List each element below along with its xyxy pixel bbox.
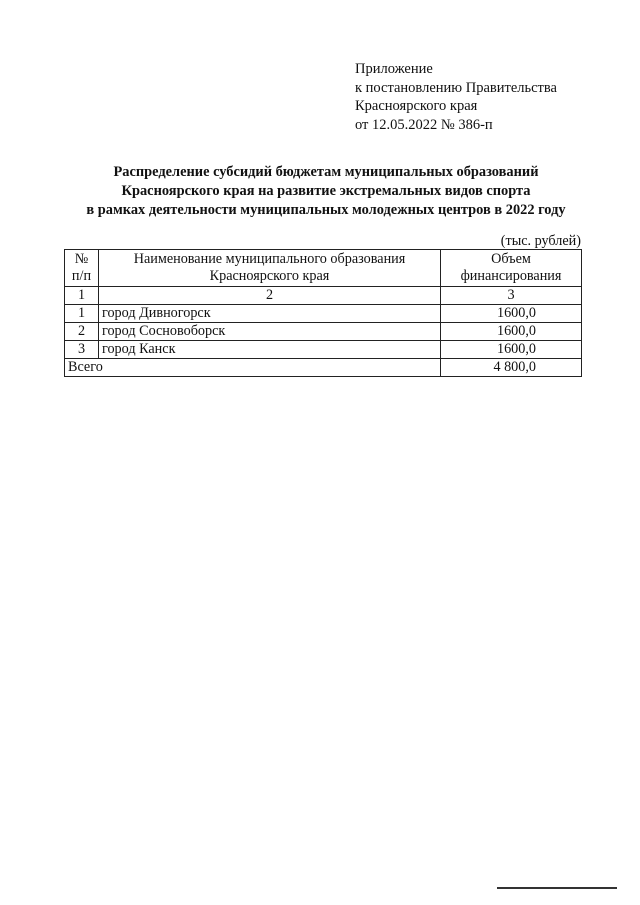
row-number: 2	[65, 323, 99, 341]
row-number: 3	[65, 341, 99, 359]
appendix-line: Приложение	[355, 61, 433, 77]
table-index-row	[65, 287, 582, 305]
document-title	[40, 163, 612, 220]
footer-rule	[497, 887, 617, 889]
header-municipality: Наименование муниципального образования Красноярского края	[99, 250, 441, 287]
table-header-row	[65, 250, 582, 287]
title-line: в рамках деятельности муниципальных молодежных центров в 2022 году	[86, 202, 566, 218]
total-amount: 4 800,0	[441, 359, 582, 377]
title-line: Распределение субсидий бюджетам муниципальных образований	[113, 164, 539, 180]
row-amount: 1600,0	[441, 323, 582, 341]
row-municipality: город Сосновоборск	[99, 323, 441, 341]
header-amount: Объем финансирования	[441, 250, 582, 287]
title-line: Красноярского края на развитие экстремальных видов спорта	[121, 183, 531, 199]
index-cell: 3	[441, 287, 582, 305]
table-row	[65, 305, 582, 323]
appendix-line: Красноярского края	[355, 98, 478, 115]
index-cell: 1	[65, 287, 99, 305]
units-label: (тыс. рублей)	[500, 233, 581, 249]
row-amount: 1600,0	[441, 341, 582, 359]
header-number: № п/п	[65, 250, 99, 287]
appendix-line: к постановлению Правительства	[355, 79, 557, 96]
appendix-block	[355, 60, 557, 134]
row-number: 1	[65, 305, 99, 323]
row-amount: 1600,0	[441, 305, 582, 323]
table-row	[65, 341, 582, 359]
row-municipality: город Канск	[99, 341, 441, 359]
table-row	[65, 323, 582, 341]
row-municipality: город Дивногорск	[99, 305, 441, 323]
table-total-row	[65, 359, 582, 377]
total-label: Всего	[65, 359, 441, 377]
appendix-line: от 12.05.2022 № 386-п	[355, 116, 493, 133]
subsidy-table	[64, 249, 582, 377]
index-cell: 2	[99, 287, 441, 305]
